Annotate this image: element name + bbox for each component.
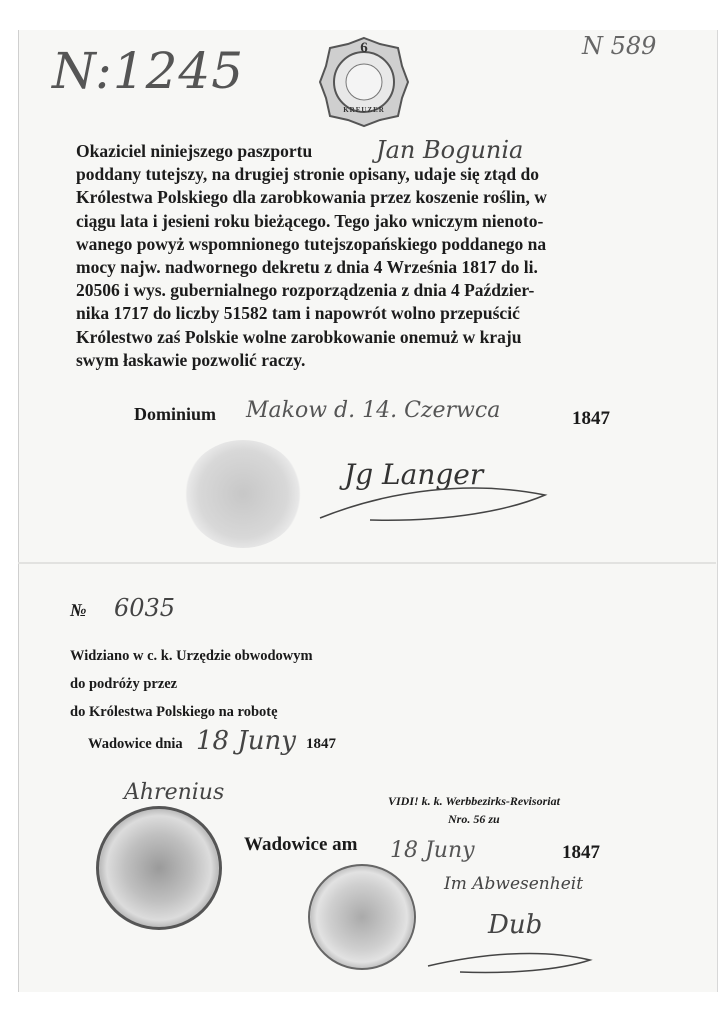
dominium-year: 1847 [572, 408, 610, 429]
section3-sign-line2: Dub [488, 910, 543, 940]
body-line: poddany tutejszy, na drugiej stronie opisany, udaje się ztąd do [76, 164, 540, 185]
section2-line2: do podróży przez [70, 676, 178, 692]
dominium-label: Dominium [134, 404, 217, 424]
section2-year: 1847 [306, 736, 336, 752]
body-line: Królestwa Polskiego dla zarobkowania przez koszenie roślin, w [76, 187, 547, 208]
corner-number: N 589 [582, 32, 657, 60]
dominium-seal [184, 440, 302, 548]
section3-place-label: Wadowice am [244, 834, 358, 855]
vidi-line1: VIDI! k. k. Werbbezirks-Revisoriat [388, 794, 560, 808]
dominium-place-date: Makow d. 14. Czerwca [246, 398, 501, 423]
section3-date: 18 Juny [390, 838, 475, 863]
stamp-text: KREUZER [343, 106, 385, 114]
section2-line3: do Królestwa Polskiego na robotę [70, 704, 278, 720]
body-line: nika 1717 do liczby 51582 tam i napowrót wolno przepuścić [76, 303, 520, 324]
section2-signature: Ahrenius [124, 780, 225, 805]
section2-date: 18 Juny [196, 726, 296, 756]
revenue-stamp [318, 36, 410, 128]
passport-body [76, 140, 636, 372]
section3-sign-line1: Im Abwesenheit [444, 874, 584, 894]
section3-year: 1847 [562, 842, 600, 863]
body-line: wanego powyż wspomnionego tutejszopańskiego poddanego na [76, 233, 547, 254]
section2-line1: Widziano w c. k. Urzędzie obwodowym [70, 648, 313, 664]
page-fold [18, 562, 716, 564]
stamp-value: 6 [360, 40, 368, 56]
signature-flourish-icon [310, 470, 560, 530]
body-line: swym łaskawie pozwolić raczy. [76, 349, 306, 370]
section2-place-label: Wadowice dnia [88, 736, 183, 752]
revisoriat-seal [308, 864, 416, 970]
body-line: 20506 i wys. gubernialnego rozporządzenia z dnia 4 Paździer- [76, 280, 535, 301]
body-line: ciągu lata i jesieni roku bieżącego. Tego jako wniczym nienoto- [76, 210, 544, 231]
vidi-line2: Nro. 56 zu [448, 812, 500, 826]
body-line: mocy najw. nadwornego dekretu z dnia 4 Września 1817 do li. [76, 257, 538, 278]
section2-no-label: № [70, 600, 87, 620]
section2-no-value: 6035 [114, 594, 176, 622]
body-line: Królestwo zaś Polskie wolne zarobkowanie onemuż w kraju [76, 326, 522, 347]
signature-flourish-icon [420, 930, 600, 980]
dominium-signature: Jg Langer [344, 458, 484, 491]
body-line: Okaziciel niniejszego paszportu [76, 141, 313, 161]
kreisamt-seal [96, 806, 222, 930]
holder-name: Jan Bogunia [376, 136, 524, 164]
serial-number: N:1245 [52, 42, 245, 100]
